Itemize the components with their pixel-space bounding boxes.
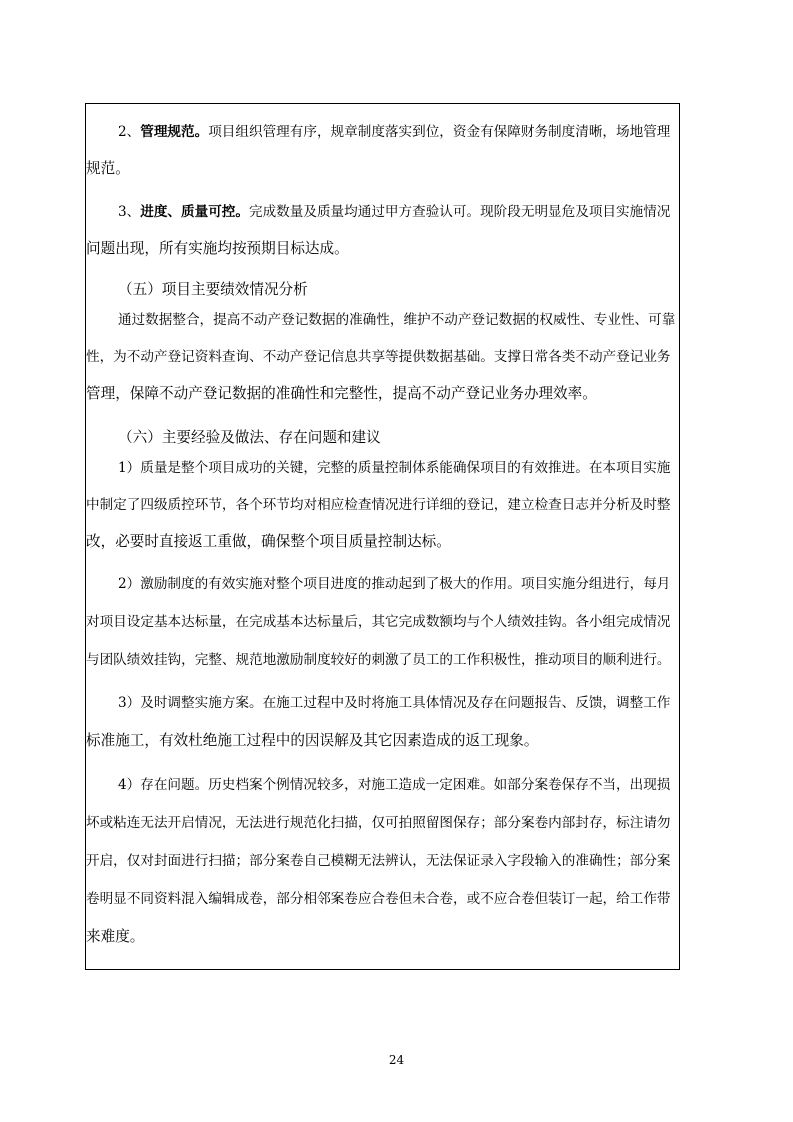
paragraph-line: 标准施工，有效杜绝施工过程中的因误解及其它因素造成的返工现象。 xyxy=(86,732,539,749)
paragraph-line: 来难度。 xyxy=(86,928,145,945)
paragraph-line: 管理，保障不动产登记数据的准确性和完整性，提高不动产登记业务办理效率。 xyxy=(86,385,597,402)
section-heading: （六）主要经验及做法、存在问题和建议 xyxy=(118,429,381,446)
section-heading: （五）项目主要绩效情况分析 xyxy=(118,281,308,298)
paragraph-line: 中制定了四级质控环节，各个环节均对相应检查情况进行详细的登记，建立检查日志并分析及时整 xyxy=(86,497,671,513)
paragraph-line: 坏或粘连无法开启情况，无法进行规范化扫描，仅可拍照留图保存；部分案卷内部封存，标注请勿 xyxy=(86,815,671,831)
paragraph-line: 问题出现，所有实施均按预期目标达成。 xyxy=(86,240,349,257)
item-text: 项目组织管理有序，规章制度落实到位，资金有保障财务制度清晰，场地管理 xyxy=(208,124,671,140)
paragraph-line: 4）存在问题。历史档案个例情况较多，对施工造成一定困难。如部分案卷保存不当，出现损 xyxy=(118,777,671,793)
paragraph-line xyxy=(118,122,674,142)
paragraph-line: 1）质量是整个项目成功的关键，完整的质量控制体系能确保项目的有效推进。在本项目实施 xyxy=(118,460,671,476)
item-number: 2 xyxy=(118,124,127,140)
paragraph-line xyxy=(118,202,670,222)
paragraph-line: 与团队绩效挂钩，完整、规范地激励制度较好的刺激了员工的工作积极性，推动项目的顺利进行。 xyxy=(86,652,671,668)
content-box xyxy=(85,103,680,970)
paragraph-line: 对项目设定基本达标量，在完成基本达标量后，其它完成数额均与个人绩效挂钩。各小组完成情况 xyxy=(86,614,671,630)
paragraph-line: 卷明显不同资料混入编辑成卷，部分相邻案卷应合卷但未合卷，或不应合卷但装订一起，给工作带 xyxy=(86,891,671,907)
item-heading: 管理规范。 xyxy=(140,124,209,140)
page-number: 24 xyxy=(388,1053,405,1067)
paragraph-line: 性，为不动产登记资料查询、不动产登记信息共享等提供数据基础。支撑日常各类不动产登记业务 xyxy=(86,349,671,365)
paragraph-line: 规范。 xyxy=(86,160,130,177)
paragraph-line: 开启，仅对封面进行扫描；部分案卷自己模糊无法辨认，无法保证录入字段输入的准确性；部分案 xyxy=(86,853,671,869)
item-number: 3 xyxy=(118,204,127,220)
item-sep: 、 xyxy=(126,124,141,140)
paragraph-line: 2）激励制度的有效实施对整个项目进度的推动起到了极大的作用。项目实施分组进行，每月 xyxy=(118,576,671,592)
item-text: 完成数量及质量均通过甲方查验认可。现阶段无明显危及项目实施情况 xyxy=(249,204,671,220)
paragraph-line: 3）及时调整实施方案。在施工过程中及时将施工具体情况及存在问题报告、反馈，调整工作 xyxy=(118,695,671,711)
paragraph-line: 通过数据整合，提高不动产登记数据的准确性，维护不动产登记数据的权威性、专业性、可靠 xyxy=(118,312,676,328)
item-sep: 、 xyxy=(126,204,141,220)
item-heading: 进度、质量可控。 xyxy=(140,204,249,220)
paragraph-line: 改，必要时直接返工重做，确保整个项目质量控制达标。 xyxy=(86,533,451,550)
